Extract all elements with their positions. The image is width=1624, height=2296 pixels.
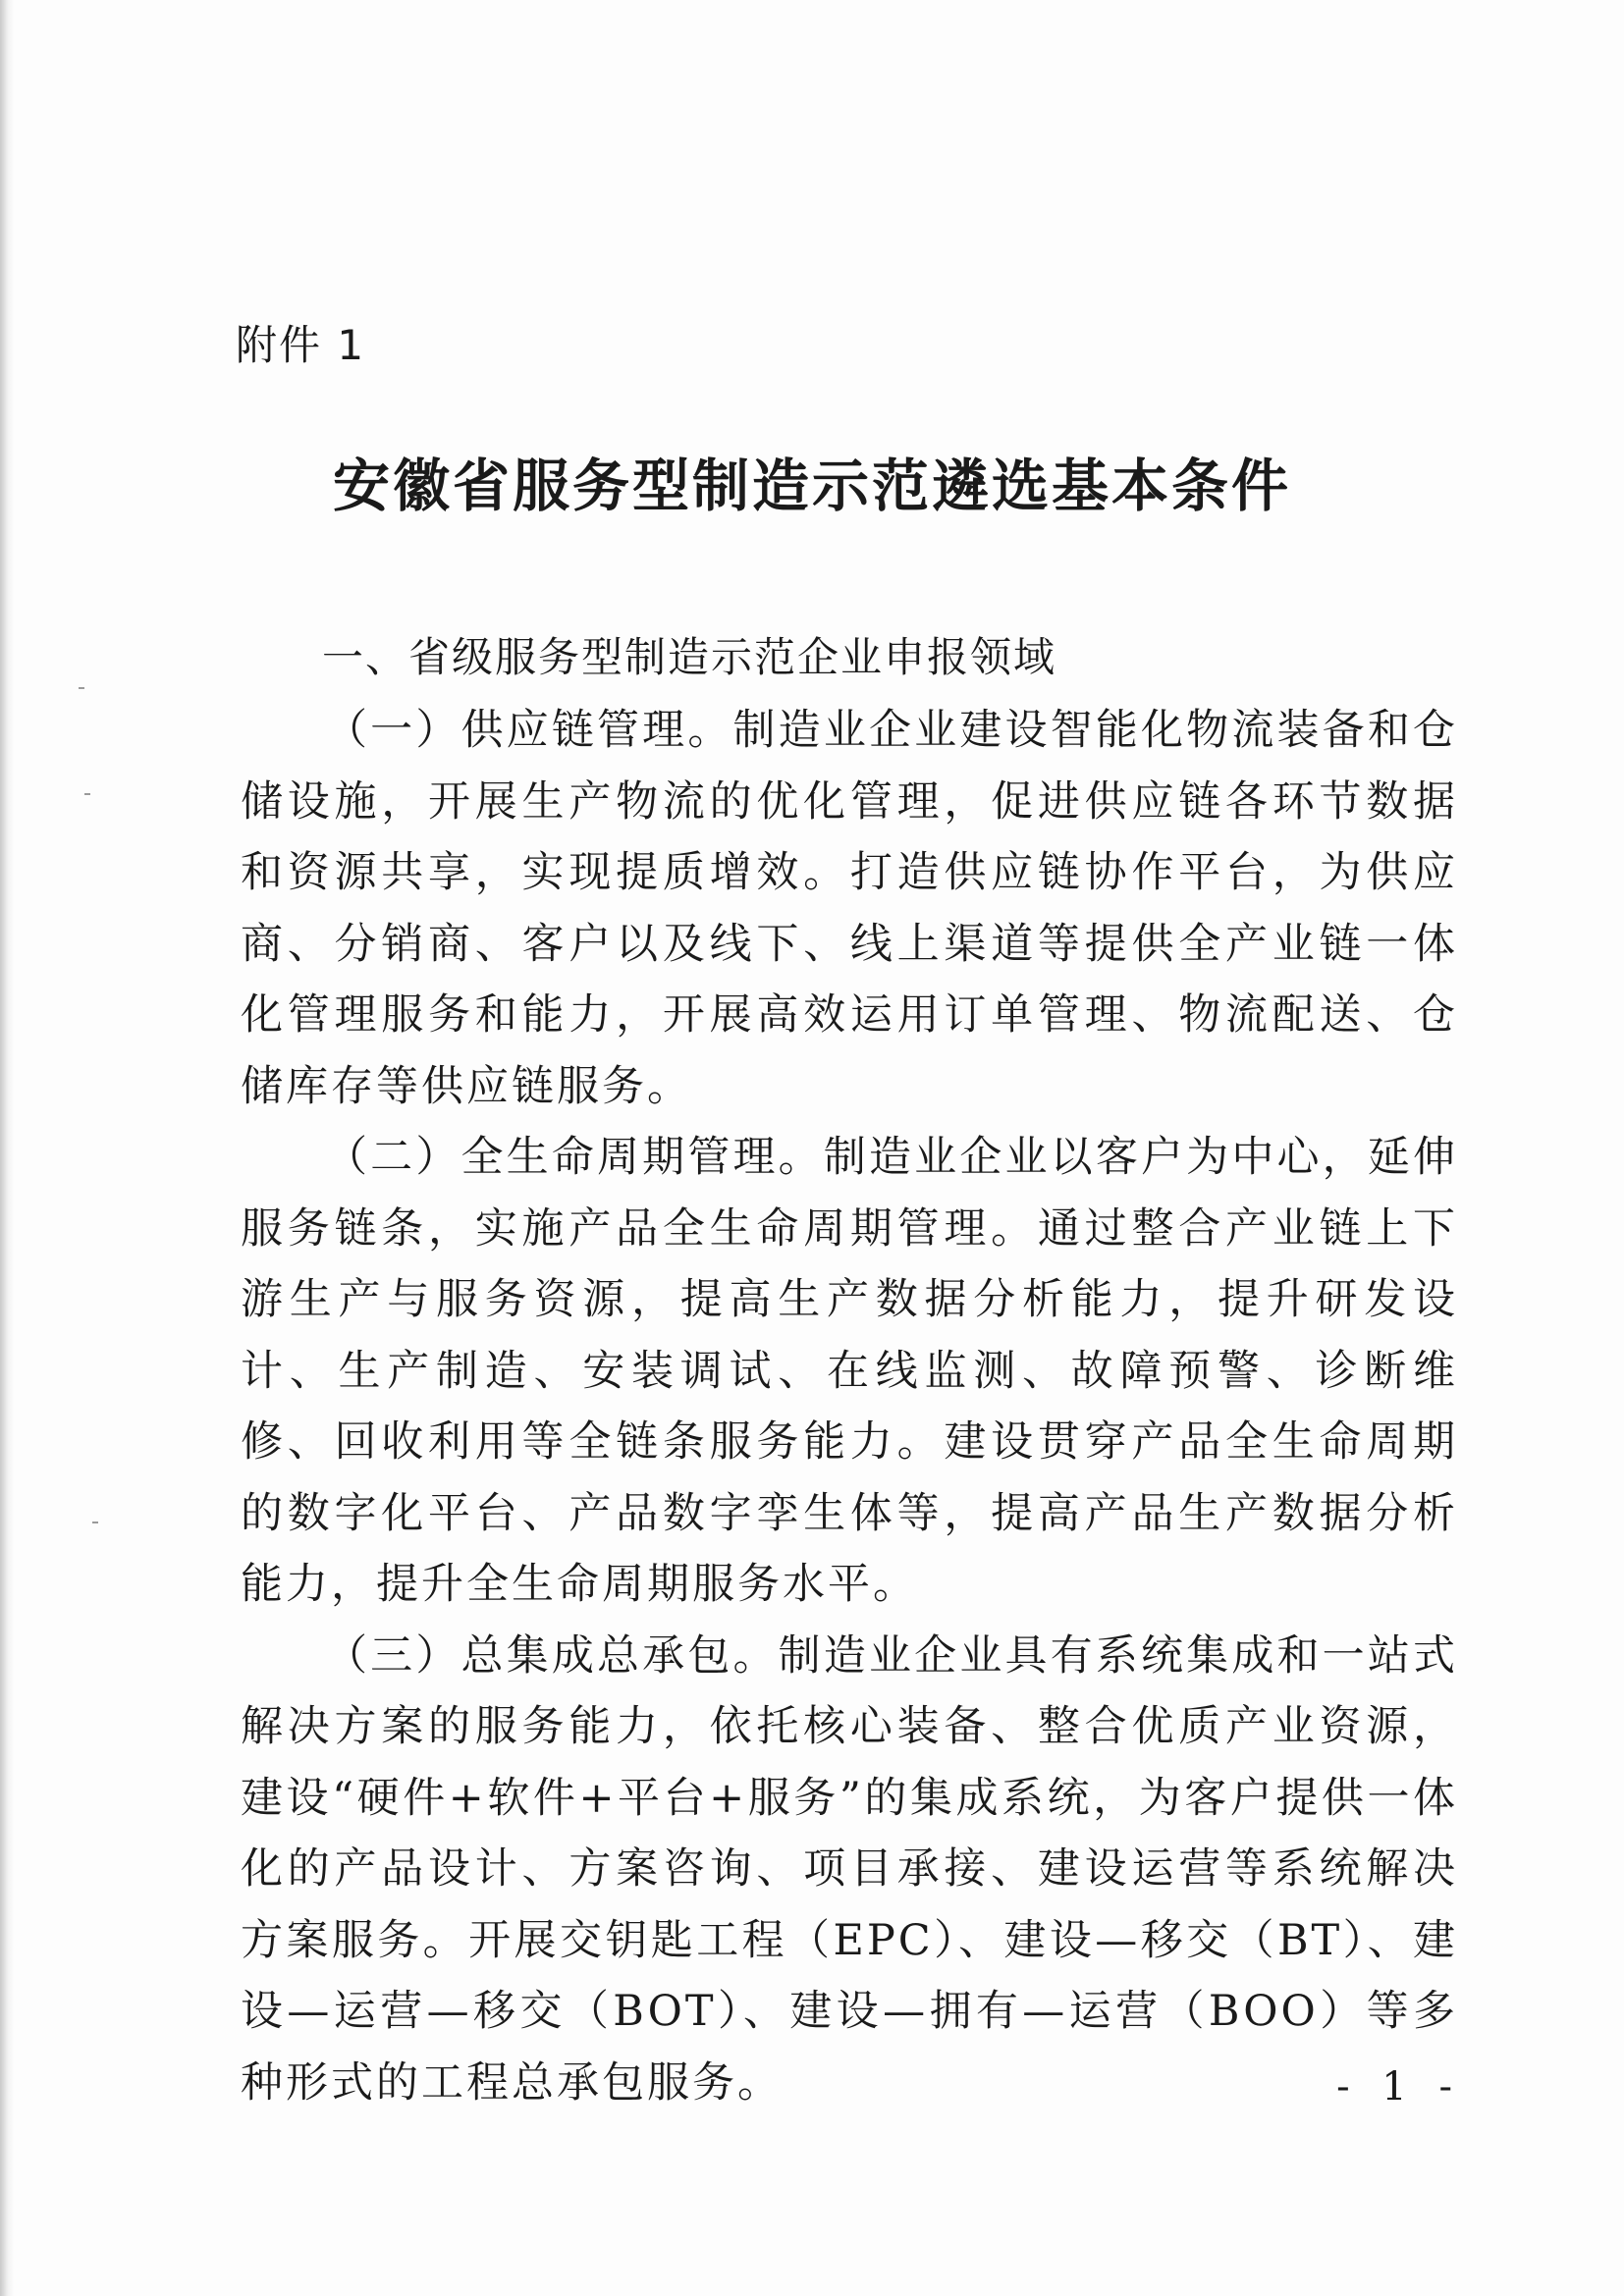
paragraph-lifecycle: （二）全生命周期管理。制造业企业以客户为中心，延伸服务链条，实施产品全生命周期管理。通过整合产业链上下游生产与服务资源，提高生产数据分析能力，提升研发设计、生产制造、安装调试、在线监测、故障预警、诊断维修、回收利用等全链条服务能力。建设贯穿产品全生命周期的数字化平台、产品数字孪生体等，提高产品生产数据分析能力，提升全生命周期服务水平。	[241, 1133, 1458, 1609]
attachment-label: 附件 1	[236, 321, 366, 369]
scan-speck	[79, 687, 84, 689]
section-heading: 一、省级服务型制造示范企业申报领域	[322, 633, 1057, 681]
scan-speck	[84, 793, 90, 795]
scan-speck	[92, 1522, 98, 1523]
document-title: 安徽省服务型制造示范遴选基本条件	[332, 453, 1291, 519]
paragraph-supply-chain: （一）供应链管理。制造业企业建设智能化物流装备和仓储设施，开展生产物流的优化管理，促进供应链各环节数据和资源共享，实现提质增效。打造供应链协作平台，为供应商、分销商、客户以及线下、线上渠道等提供全产业链一体化管理服务和能力，开展高效运用订单管理、物流配送、仓储库存等供应链服务。	[241, 706, 1458, 1111]
page-number: - 1 -	[1336, 2064, 1462, 2109]
paragraph-integration: （三）总集成总承包。制造业企业具有系统集成和一站式解决方案的服务能力，依托核心装备、整合优质产业资源，建设“硬件+软件+平台+服务”的集成系统，为客户提供一体化的产品设计、方案咨询、项目承接、建设运营等系统解决方案服务。开展交钥匙工程（EPC）、建设—移交（BT）、建设—运营—移交（BOT）、建设—拥有—运营（BOO）等多种形式的工程总承包服务。	[241, 1630, 1458, 2108]
document-body	[241, 695, 1458, 2118]
scan-edge-shadow	[0, 0, 14, 2296]
